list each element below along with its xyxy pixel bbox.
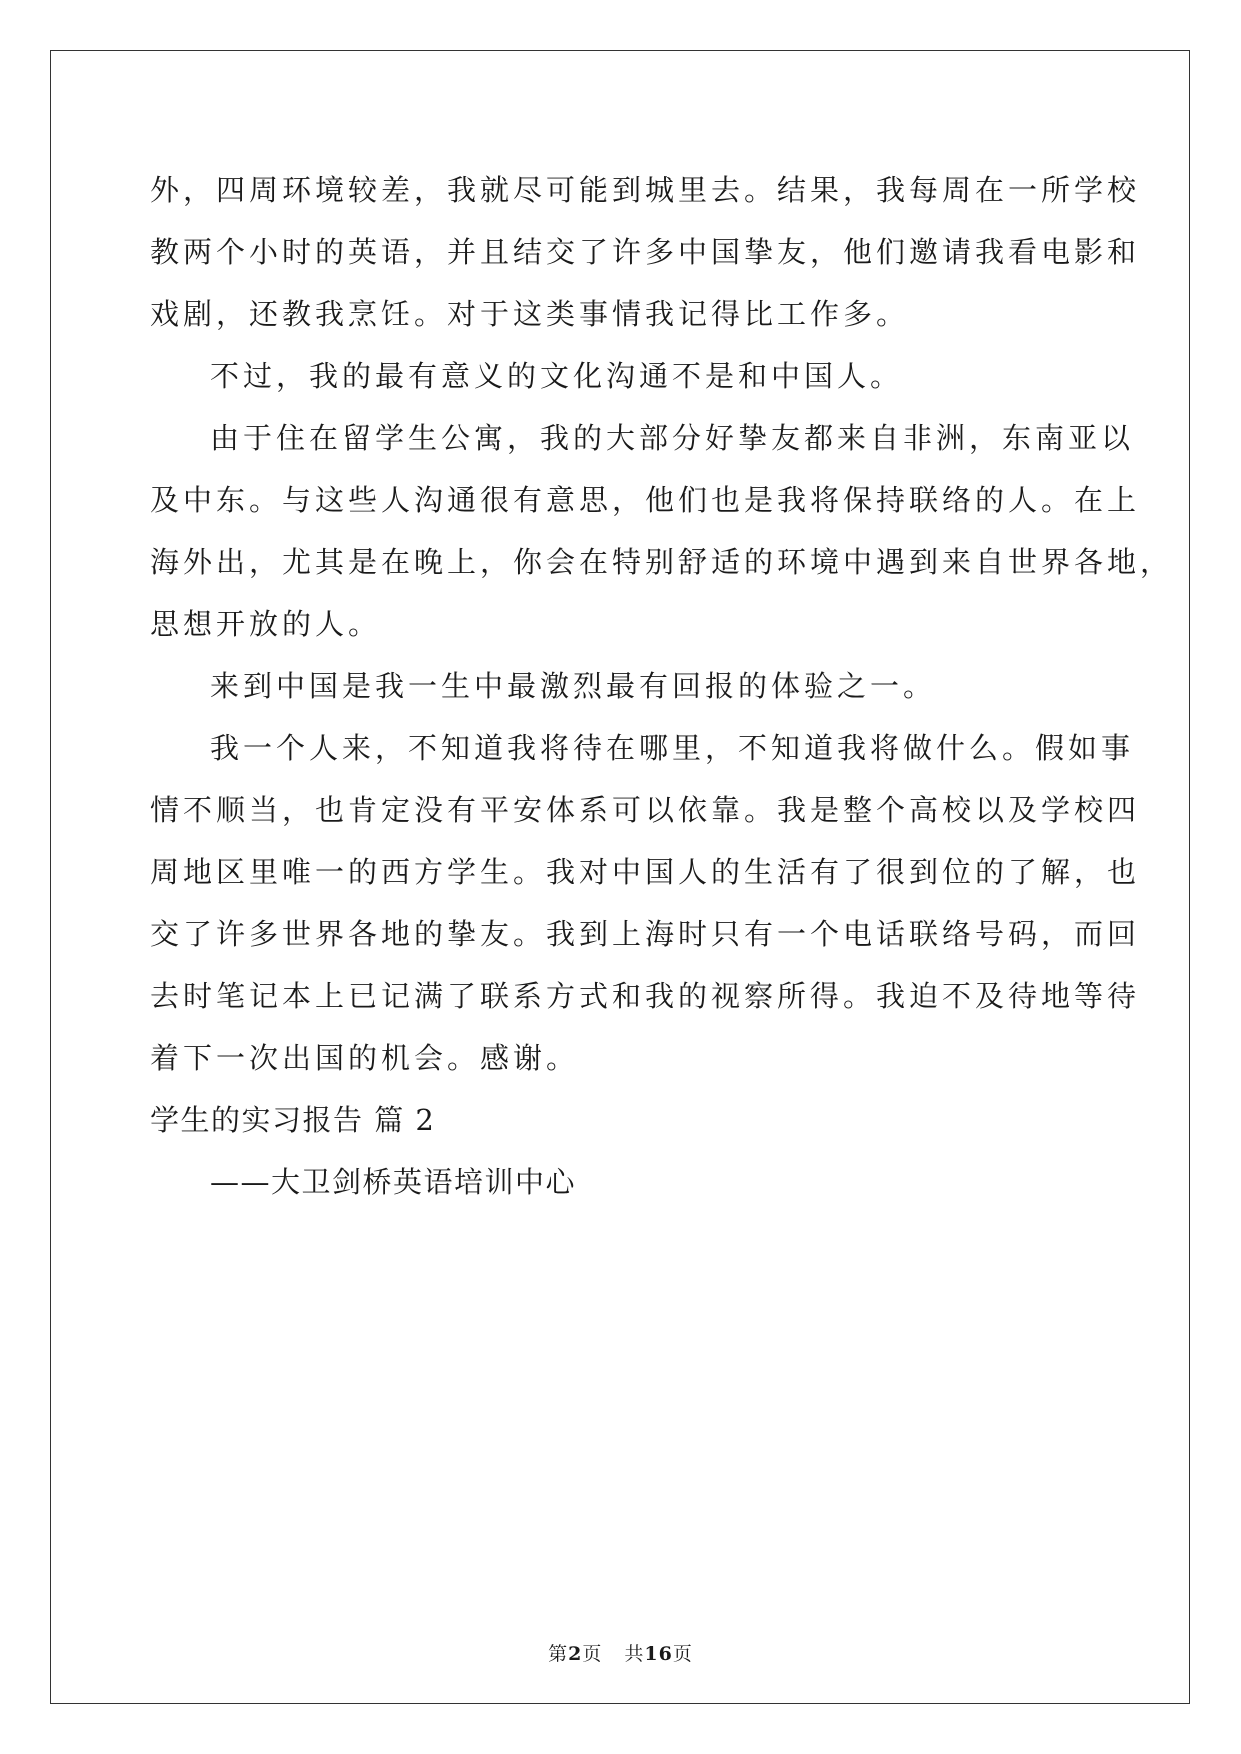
section-subtitle: ——大卫剑桥英语培训中心: [210, 1165, 577, 1199]
body-line: 情不顺当，也肯定没有平安体系可以依靠。我是整个高校以及学校四: [150, 793, 1141, 827]
document-body: [150, 159, 1174, 1213]
body-line: 教两个小时的英语，并且结交了许多中国挚友，他们邀请我看电影和: [150, 235, 1141, 269]
page-prefix: 第: [548, 1643, 569, 1665]
body-line: 外，四周环境较差，我就尽可能到城里去。结果，我每周在一所学校: [150, 173, 1141, 207]
section-heading: 学生的实习报告 篇 2: [150, 1103, 436, 1137]
body-line: 戏剧，还教我烹饪。对于这类事情我记得比工作多。: [150, 297, 910, 331]
body-line: 周地区里唯一的西方学生。我对中国人的生活有了很到位的了解，也: [150, 855, 1141, 889]
page-suffix: 页: [582, 1643, 603, 1665]
paragraph-first-line: 不过，我的最有意义的文化沟通不是和中国人。: [210, 359, 904, 393]
body-line: 及中东。与这些人沟通很有意思，他们也是我将保持联络的人。在上: [150, 483, 1141, 517]
paragraph-first-line: 由于住在留学生公寓，我的大部分好挚友都来自非洲，东南亚以: [210, 421, 1135, 455]
total-suffix: 页: [672, 1643, 693, 1665]
body-line: 海外出，尤其是在晚上，你会在特别舒适的环境中遇到来自世界各地，: [150, 545, 1174, 579]
paragraph-first-line: 我一个人来，不知道我将待在哪里，不知道我将做什么。假如事: [210, 731, 1135, 765]
body-line: 交了许多世界各地的挚友。我到上海时只有一个电话联络号码，而回: [150, 917, 1141, 951]
page-footer: [0, 1642, 1241, 1666]
total-prefix: 共: [624, 1643, 645, 1665]
total-pages: 16: [644, 1643, 673, 1665]
paragraph-first-line: 来到中国是我一生中最激烈最有回报的体验之一。: [210, 669, 937, 703]
body-line: 着下一次出国的机会。感谢。: [150, 1041, 580, 1075]
body-line: 去时笔记本上已记满了联系方式和我的视察所得。我迫不及待地等待: [150, 979, 1141, 1013]
page-number: 2: [568, 1643, 583, 1665]
body-line: 思想开放的人。: [150, 607, 382, 641]
